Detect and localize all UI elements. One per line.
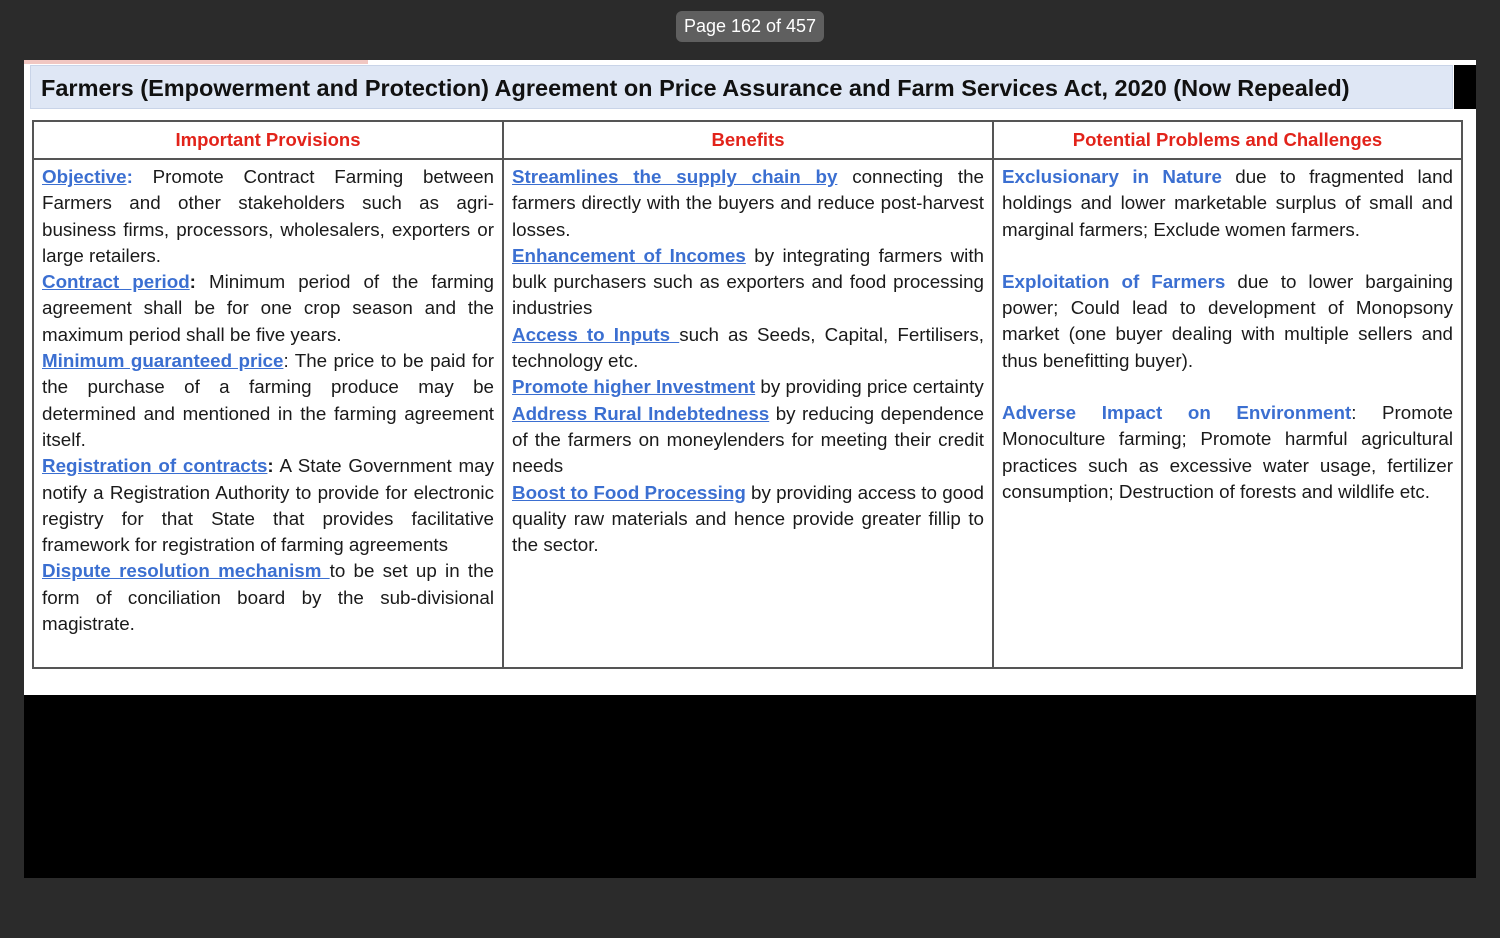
challenge-text: due to lower bargaining power; Could lead to development of Monopsony market (one buyer dealing with multiple sellers and thus benefitting buyer). bbox=[1002, 270, 1454, 371]
benefit-item bbox=[512, 480, 984, 559]
challenge-term: Adverse Impact on Environment bbox=[1002, 402, 1352, 424]
challenge-term: Exploitation of Farmers bbox=[1002, 270, 1226, 292]
provision-text: to be set up in the form of conciliation board by the sub-divisional magistrate. bbox=[42, 560, 494, 635]
header-important-provisions: Important Provisions bbox=[33, 121, 503, 159]
challenge-separator: : bbox=[1351, 402, 1357, 424]
benefit-item bbox=[512, 243, 984, 322]
header-benefits: Benefits bbox=[503, 121, 993, 159]
challenges-cell bbox=[993, 159, 1462, 668]
challenge-item bbox=[1002, 164, 1453, 243]
benefit-term-link[interactable]: Enhancement of Incomes bbox=[512, 244, 746, 266]
challenge-term: Exclusionary in Nature bbox=[1002, 166, 1222, 187]
slide bbox=[24, 60, 1476, 878]
provision-item bbox=[42, 348, 494, 453]
slide-title: Farmers (Empowerment and Protection) Agreement on Price Assurance and Farm Services Act, 2020 (Now Repealed) bbox=[41, 75, 1350, 101]
provision-term-link[interactable]: Objective bbox=[42, 166, 127, 187]
provision-separator: : bbox=[126, 166, 133, 187]
spacer bbox=[1002, 374, 1453, 400]
benefit-item bbox=[512, 374, 984, 400]
benefit-text: such as Seeds, Capital, Fertilisers, technology etc. bbox=[512, 323, 984, 372]
benefit-text: by providing price certainty bbox=[755, 376, 984, 398]
provision-term-link[interactable]: Contract period bbox=[42, 271, 190, 293]
provisions-cell bbox=[33, 159, 503, 668]
provision-item bbox=[42, 269, 494, 348]
page-indicator: Page 162 of 457 bbox=[676, 11, 824, 42]
header-problems-challenges: Potential Problems and Challenges bbox=[993, 121, 1462, 159]
provision-text: A State Government may notify a Registration Authority to provide for electronic registry for that State that provides facilitative framework for registration of farming agreements bbox=[42, 455, 494, 556]
challenge-item bbox=[1002, 269, 1453, 374]
benefit-text: by providing access to good quality raw materials and hence provide greater fillip to the sector. bbox=[512, 481, 984, 556]
benefit-text: connecting the farmers directly with the buyers and reduce post-harvest losses. bbox=[512, 166, 984, 240]
benefit-term-link[interactable]: Boost to Food Processing bbox=[512, 481, 746, 503]
provision-text: The price to be paid for the purchase of a farming produce may be determined and mentioned in the farming agreement itself. bbox=[42, 350, 494, 450]
table-body-row bbox=[33, 159, 1462, 668]
benefits-cell bbox=[503, 159, 993, 668]
benefit-term-link[interactable]: Streamlines the supply chain by bbox=[512, 166, 838, 187]
provision-item bbox=[42, 558, 494, 637]
benefit-term-link[interactable]: Access to Inputs bbox=[512, 323, 680, 345]
provision-term-link[interactable]: Dispute resolution mechanism bbox=[42, 560, 330, 582]
challenge-text: due to fragmented land holdings and lower marketable surplus of small and marginal farmers; Exclude women farmers. bbox=[1002, 166, 1453, 240]
title-bar-edge bbox=[1454, 65, 1476, 109]
provision-term-link[interactable]: Registration of contracts bbox=[42, 455, 268, 477]
provision-text: Promote Contract Farming between Farmers and other stakeholders such as agri-business firms, processors, wholesalers, exporters or large retailers. bbox=[42, 166, 494, 266]
challenge-item bbox=[1002, 400, 1453, 505]
benefit-text: by reducing dependence of the farmers on moneylenders for meeting their credit needs bbox=[512, 402, 984, 477]
provision-text: Minimum period of the farming agreement shall be for one crop season and the maximum period shall be five years. bbox=[42, 271, 494, 345]
benefit-term-link[interactable]: Address Rural Indebtedness bbox=[512, 402, 770, 424]
benefit-text: by integrating farmers with bulk purchasers such as exporters and food processing industries bbox=[512, 244, 985, 319]
benefit-item bbox=[512, 322, 984, 375]
provision-item bbox=[42, 164, 494, 269]
spacer bbox=[1002, 243, 1453, 269]
benefit-item bbox=[512, 164, 984, 243]
provisions-table bbox=[32, 120, 1463, 669]
table-header-row bbox=[33, 121, 1462, 159]
title-accent-strip bbox=[24, 60, 368, 64]
provision-item bbox=[42, 453, 494, 558]
provision-separator: : bbox=[267, 455, 274, 477]
challenge-text: Promote Monoculture farming; Promote harmful agricultural practices such as excessive water usage, fertilizer consumption; Destruction of forests and wildlife etc. bbox=[1002, 402, 1454, 502]
benefit-term-link[interactable]: Promote higher Investment bbox=[512, 376, 756, 398]
title-bar bbox=[30, 65, 1453, 109]
provision-separator: : bbox=[189, 271, 196, 293]
provision-separator: : bbox=[283, 350, 289, 372]
provision-term-link[interactable]: Minimum guaranteed price bbox=[42, 350, 284, 372]
benefit-item bbox=[512, 401, 984, 480]
